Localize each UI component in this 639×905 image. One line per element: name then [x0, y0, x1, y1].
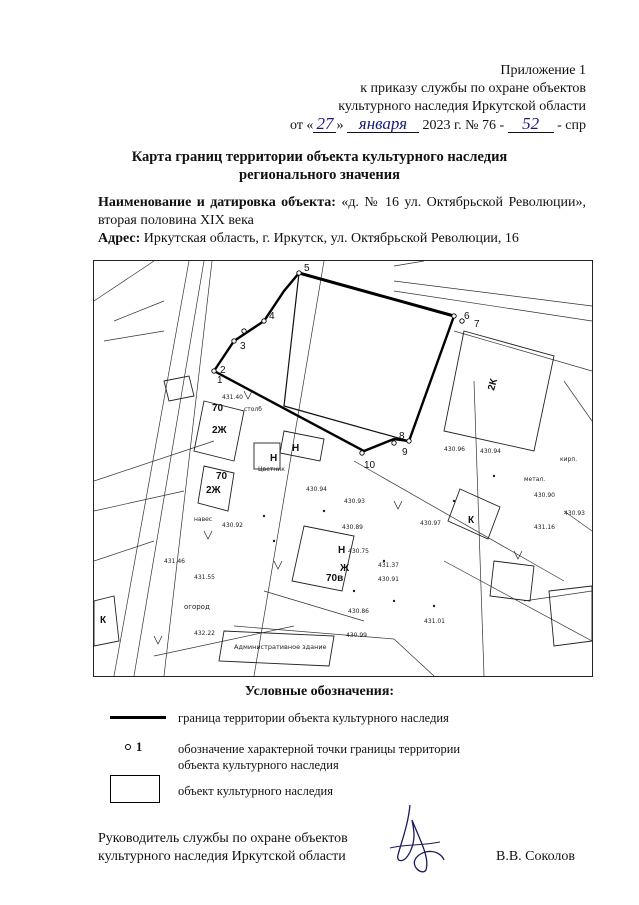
bld-label-1: 2Ж	[212, 425, 227, 436]
building-70v	[292, 526, 354, 591]
point-label-8: 8	[399, 431, 405, 442]
legend-point-symbol	[125, 744, 131, 750]
point-label-9: 9	[402, 447, 408, 458]
bld-label-3: 2К	[486, 377, 500, 392]
appendix-header	[290, 62, 586, 135]
point-label-6: 6	[464, 311, 470, 322]
date-day: 27	[313, 116, 336, 133]
legend-thick-line-symbol	[110, 716, 166, 719]
appendix-line-2: к приказу службы по охране объектов	[360, 81, 586, 96]
object-address-value: Иркутская область, г. Иркутск, ул. Октябрьской Революции, 16	[143, 231, 519, 246]
label-stolb: столб	[244, 406, 262, 413]
label-admin: Административное здание	[234, 643, 327, 651]
bld-label-10: 70в	[326, 573, 344, 584]
legend-text-object: объект культурного наследия	[178, 784, 333, 798]
elev-1: 430.94	[306, 486, 327, 493]
elev-4: 430.89	[342, 524, 363, 531]
point-label-5: 5	[304, 263, 310, 274]
label-kirp: кирп.	[560, 456, 578, 463]
label-metal: метал.	[524, 476, 546, 483]
point-label-7: 7	[474, 319, 480, 330]
legend-point-number: 1	[136, 740, 143, 754]
elev-18: 430.93	[564, 510, 585, 517]
appendix-line-3: культурного наследия Иркутской области	[338, 99, 586, 114]
handwritten-signature	[380, 800, 450, 880]
signatory-position	[98, 830, 348, 866]
point-label-2: 2	[220, 365, 226, 376]
legend-text-point: обозначение характерной точки границы территории объекта культурного наследия	[178, 742, 461, 772]
building-k-1	[448, 489, 500, 539]
legend-text-boundary: граница территории объекта культурного наследия	[178, 711, 449, 725]
bld-label-6: К	[468, 515, 475, 526]
legend-title: Условные обозначения:	[244, 684, 395, 699]
bld-label-2: 2Ж	[206, 485, 221, 496]
title-line-2: регионального значения	[239, 167, 400, 183]
label-tsvetnik: Цветник	[258, 466, 285, 473]
bld-label-9: 70	[216, 471, 228, 482]
elev-2: 430.93	[344, 498, 365, 505]
elev-7: 430.91	[378, 576, 399, 583]
elev-11: 431.46	[164, 558, 185, 565]
date-month: января	[347, 116, 419, 133]
elev-5: 430.75	[348, 548, 369, 555]
object-address	[98, 230, 586, 248]
point-label-4: 4	[269, 311, 275, 322]
bld-label-8: 70	[212, 403, 224, 414]
order-number: 52	[508, 116, 554, 133]
elev-3: 430.92	[222, 522, 243, 529]
elev-15: 430.90	[534, 492, 555, 499]
building-n-1	[280, 431, 324, 461]
elev-0: 431.40	[222, 394, 243, 401]
bld-label-4: Н	[292, 443, 300, 454]
position-line-2: культурного наследия Иркутской области	[98, 849, 346, 864]
order-date-line	[290, 116, 586, 135]
object-address-label: Адрес:	[98, 231, 141, 246]
object-name-label: Наименование и датировка объекта:	[98, 195, 336, 210]
map-svg	[94, 261, 592, 676]
heritage-object-outline	[284, 273, 454, 441]
point-label-1: 1	[217, 375, 223, 386]
order-suffix: - спр	[557, 118, 586, 133]
document-title	[0, 148, 639, 184]
object-name	[98, 194, 586, 230]
date-prefix: от «	[290, 118, 314, 133]
elev-6: 431.37	[378, 562, 399, 569]
point-label-3: 3	[240, 341, 246, 352]
building-2k	[444, 331, 554, 451]
title-line-1: Карта границ территории объекта культурного наследия	[131, 149, 508, 165]
elev-10: 430.99	[346, 632, 367, 639]
signatory-name: В.В. Соколов	[496, 849, 576, 864]
label-naves: навес	[194, 516, 213, 523]
elev-16: 431.16	[534, 524, 555, 531]
bld-label-5: Н	[338, 545, 346, 556]
date-mid: »	[336, 118, 344, 133]
legend-rect-symbol	[110, 775, 160, 803]
point-label-10: 10	[364, 460, 376, 471]
elev-17: 430.97	[420, 520, 441, 527]
label-ogorod: огород	[184, 603, 210, 611]
elev-14: 430.96	[444, 446, 465, 453]
elev-19: 430.94	[480, 448, 501, 455]
elev-12: 431.55	[194, 574, 215, 581]
position-line-1: Руководитель службы по охране объектов	[98, 831, 348, 846]
bld-label-7: К	[100, 615, 107, 626]
elev-9: 430.86	[348, 608, 369, 615]
object-name-value: «д. № 16 ул. Октябрьской Революции», вторая половина XIX века	[98, 195, 587, 228]
territory-boundary	[214, 273, 454, 451]
elev-8: 431.01	[424, 618, 445, 625]
date-suffix: 2023 г. № 76 -	[422, 118, 505, 133]
bld-label-12: Н	[270, 453, 278, 464]
elev-13: 432.22	[194, 630, 215, 637]
appendix-title: Приложение 1	[500, 63, 586, 78]
bld-label-11: Ж	[340, 563, 350, 574]
cadastral-map	[93, 260, 593, 677]
